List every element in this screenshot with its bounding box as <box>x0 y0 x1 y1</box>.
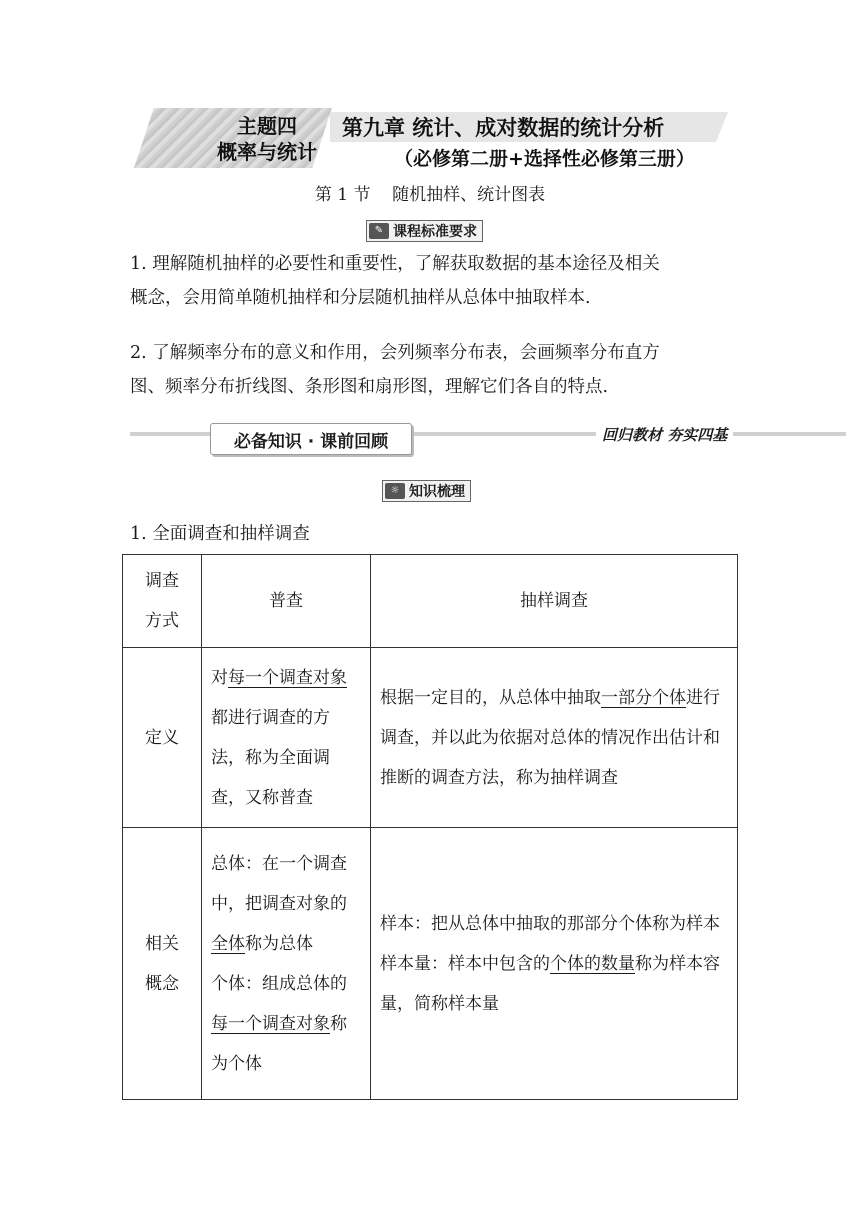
curriculum-tag <box>366 218 483 242</box>
sample-size-key: 个体的数量 <box>550 953 635 974</box>
header-method-line2: 方式 <box>145 611 179 631</box>
table-row-concepts <box>123 828 738 1100</box>
census-definition <box>202 648 371 828</box>
population-definition <box>211 844 361 964</box>
population-pre: 总体：在一个调查中，把调查对象的 <box>211 853 347 914</box>
individual-key: 每一个调查对象 <box>211 1013 330 1034</box>
sampling-definition <box>371 648 738 828</box>
sample-size-post: 称为样本容量，简称样本量 <box>380 953 720 1014</box>
row-label-definition: 定义 <box>123 648 202 828</box>
chapter-books: （必修第二册+选择性必修第三册） <box>394 148 695 170</box>
section-title: 第 1 节 随机抽样、统计图表 <box>314 185 546 205</box>
knowledge-header: 必备知识 · 课前回顾 <box>210 423 412 455</box>
census-definition-post: 都进行调查的方法，称为全面调查，又称普查 <box>211 707 330 808</box>
sample-size-pre: 样本量：样本中包含的 <box>380 953 550 974</box>
header-sampling: 抽样调查 <box>371 555 738 648</box>
sample-size-definition <box>380 944 728 1024</box>
banner-theme <box>212 113 322 165</box>
census-definition-key: 每一个调查对象 <box>228 667 347 688</box>
header-method-line1: 调查 <box>145 571 179 591</box>
individual-definition <box>211 964 361 1084</box>
population-post: 称为总体 <box>245 933 313 954</box>
table-row-definition <box>123 648 738 828</box>
census-concepts <box>202 828 371 1100</box>
lamp-icon: ☼ <box>385 483 405 499</box>
sampling-definition-pre: 根据一定目的，从总体中抽取 <box>380 687 601 708</box>
knowledge-tag-label: 知识梳理 <box>409 483 465 500</box>
sampling-concepts <box>371 828 738 1100</box>
requirement-2 <box>130 336 735 404</box>
individual-pre: 个体：组成总体的 <box>211 973 347 994</box>
header-census: 普查 <box>202 555 371 648</box>
requirement-2-line2: 图、频率分布折线图、条形图和扇形图，理解它们各自的特点. <box>130 377 609 397</box>
table-title: 1. 全面调查和抽样调查 <box>130 524 310 544</box>
sample-definition: 样本：把从总体中抽取的那部分个体称为样本 <box>380 913 720 934</box>
row-label-concepts-line2: 概念 <box>145 973 179 994</box>
requirement-2-line1: 2. 了解频率分布的意义和作用，会列频率分布表，会画频率分布直方 <box>130 343 660 363</box>
population-key: 全体 <box>211 933 245 954</box>
census-definition-pre: 对 <box>211 667 228 688</box>
requirement-1-line1: 1. 理解随机抽样的必要性和重要性，了解获取数据的基本途径及相关 <box>130 254 660 274</box>
book-icon: ✎ <box>369 223 389 239</box>
requirement-1-line2: 概念，会用简单随机抽样和分层随机抽样从总体中抽取样本. <box>130 288 591 308</box>
chapter-title: 第九章 统计、成对数据的统计分析 <box>342 116 665 140</box>
survey-table <box>122 554 738 1100</box>
table-header-row <box>123 555 738 648</box>
individual-post: 称为个体 <box>211 1013 347 1074</box>
row-label-concepts-line1: 相关 <box>145 933 179 954</box>
header-method <box>123 555 202 648</box>
requirement-1 <box>130 247 735 315</box>
sampling-definition-post: 进行调查，并以此为依据对总体的情况作出估计和推断的调查方法，称为抽样调查 <box>380 687 720 788</box>
sampling-definition-key: 一部分个体 <box>601 687 686 708</box>
banner-theme-line2: 概率与统计 <box>217 140 317 164</box>
knowledge-tag <box>382 478 471 502</box>
row-label-concepts <box>123 828 202 1100</box>
knowledge-slogan: 回归教材 夯实四基 <box>596 424 733 445</box>
banner-theme-line1: 主题四 <box>237 114 297 138</box>
curriculum-tag-label: 课程标准要求 <box>393 223 477 240</box>
